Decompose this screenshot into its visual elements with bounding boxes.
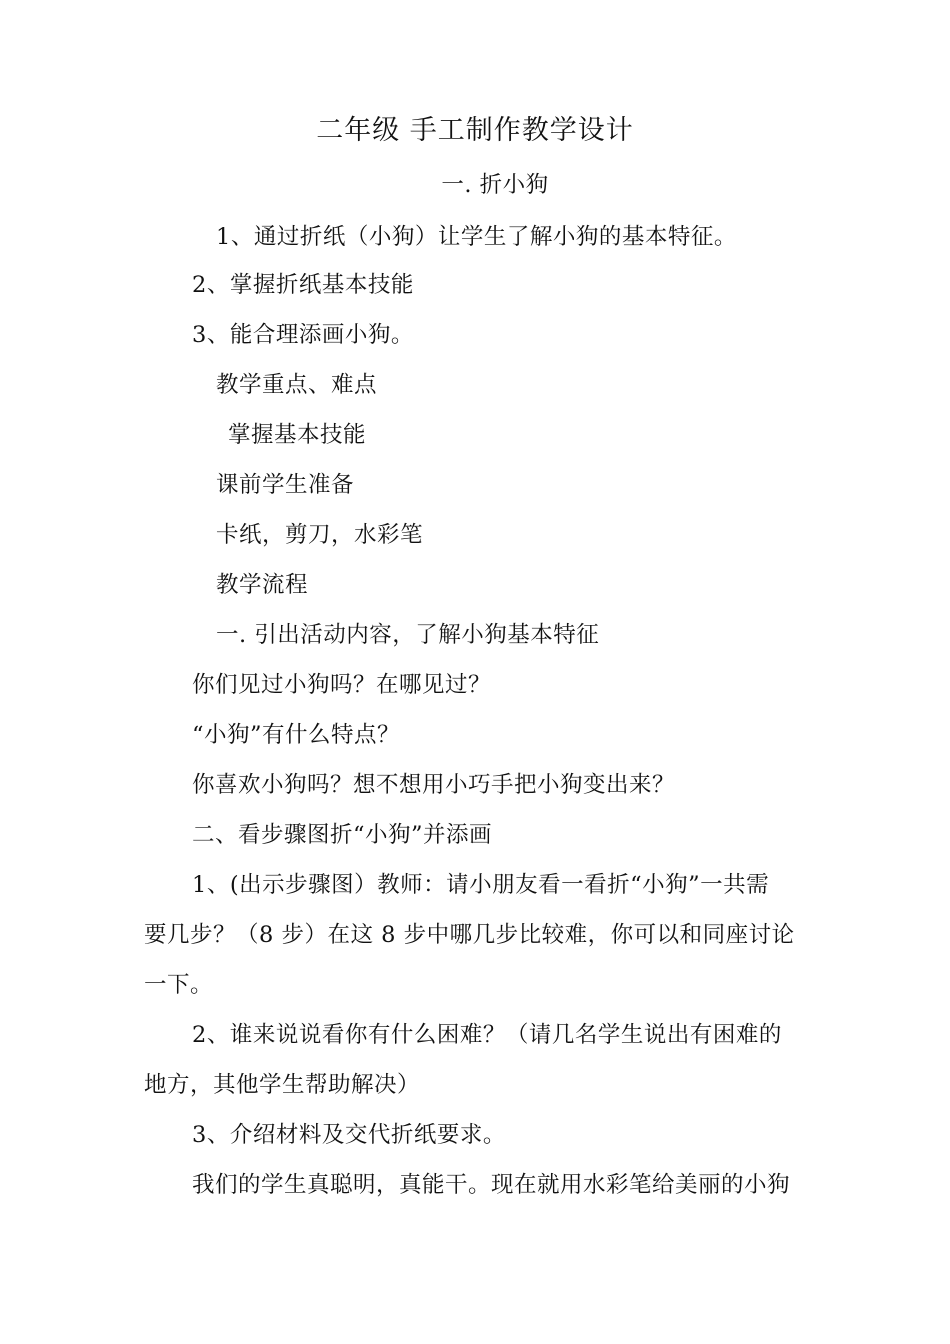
key-points-heading: 教学重点、难点 [216,372,378,398]
paragraph: 一下。 [144,972,214,998]
paragraph: 你喜欢小狗吗？想不想用小巧手把小狗变出来？ [192,772,676,798]
paragraph: 2、谁来说说看你有什么困难？（请几名学生说出有困难的 [192,1022,782,1048]
step-one-heading: 一. 引出活动内容，了解小狗基本特征 [216,622,600,648]
objective-2: 2、掌握折纸基本技能 [192,272,414,298]
paragraph: “小狗”有什么特点？ [192,722,401,748]
key-points-text: 掌握基本技能 [228,422,367,448]
paragraph: 地方，其他学生帮助解决） [144,1072,421,1098]
process-heading: 教学流程 [216,572,309,598]
paragraph: 要几步？（8 步）在这 8 步中哪几步比较难，你可以和同座讨论 [144,922,795,948]
paragraph: 你们见过小狗吗？在哪见过？ [192,672,492,698]
paragraph: 3、介绍材料及交代折纸要求。 [192,1122,506,1148]
step-two-heading: 二、看步骤图折“小狗”并添画 [192,822,493,848]
objective-3: 3、能合理添画小狗。 [192,322,414,348]
section-heading: 一. 折小狗 [441,172,549,198]
paragraph: 1、(出示步骤图）教师：请小朋友看一看折“小狗”一共需 [192,872,770,898]
preparation-heading: 课前学生准备 [216,472,355,498]
objective-1: 1、通过折纸（小狗）让学生了解小狗的基本特征。 [216,224,737,250]
document-title: 二年级 手工制作教学设计 [316,115,634,146]
paragraph: 我们的学生真聪明，真能干。现在就用水彩笔给美丽的小狗 [192,1172,791,1198]
preparation-text: 卡纸，剪刀，水彩笔 [216,522,424,548]
